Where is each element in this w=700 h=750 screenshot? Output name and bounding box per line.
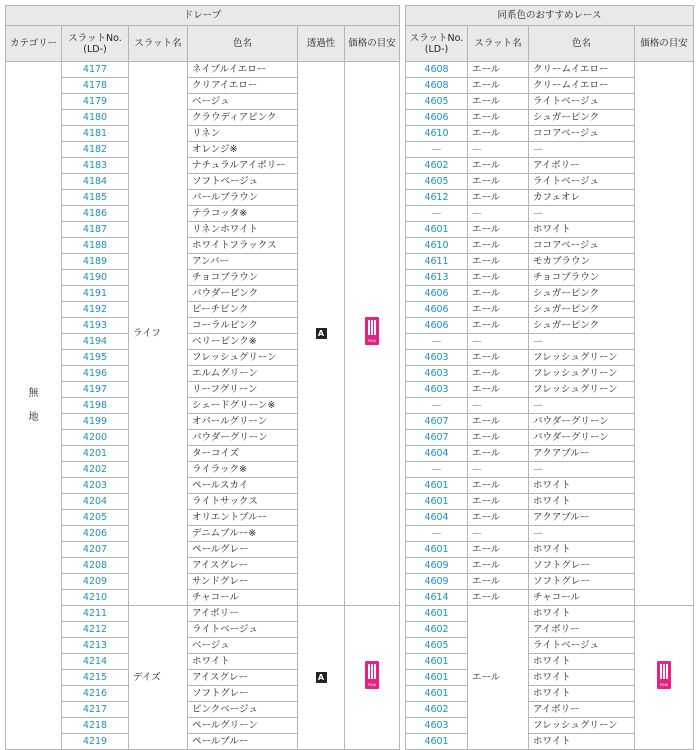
transparency-header: 透過性	[298, 26, 345, 62]
lace-slat-name: エール	[468, 478, 529, 494]
lace-slat-no-header-sub: (LD-)	[424, 43, 449, 55]
color-name: パウダーピンク	[188, 286, 298, 302]
lace-color-name: シュガーピンク	[529, 302, 635, 318]
lace-slat-name: エール	[468, 382, 529, 398]
lace-color-name: ソフトグレー	[529, 574, 635, 590]
lace-color-name: —	[529, 206, 635, 222]
lace-color-name: ホワイト	[529, 734, 635, 750]
slat-number: 4185	[62, 190, 129, 206]
color-name: リネンホワイト	[188, 222, 298, 238]
lace-color-name: アクアブルー	[529, 510, 635, 526]
slat-number: 4217	[62, 702, 129, 718]
lace-slat-number: —	[406, 142, 468, 158]
slat-number: 4177	[62, 62, 129, 78]
lace-slat-number: 4613	[406, 270, 468, 286]
category-label-1: 無	[28, 387, 39, 399]
lace-slat-name: エール	[468, 414, 529, 430]
lace-slat-number: 4606	[406, 318, 468, 334]
lace-slat-number: 4606	[406, 302, 468, 318]
color-name: ベージュ	[188, 638, 298, 654]
lace-color-name: ホワイト	[529, 222, 635, 238]
slat-number: 4188	[62, 238, 129, 254]
slat-number: 4216	[62, 686, 129, 702]
slat-number: 4187	[62, 222, 129, 238]
lace-slat-number: 4601	[406, 670, 468, 686]
lace-slat-number: 4603	[406, 718, 468, 734]
color-name: ピンクベージュ	[188, 702, 298, 718]
color-name: ソフトグレー	[188, 686, 298, 702]
lace-slat-number: 4605	[406, 638, 468, 654]
lace-slat-name: エール	[468, 318, 529, 334]
lace-color-name: ライトベージュ	[529, 638, 635, 654]
lace-slat-name: エール	[468, 558, 529, 574]
color-name: シェードグリーン※	[188, 398, 298, 414]
lace-color-name: —	[529, 526, 635, 542]
lace-slat-number: 4607	[406, 414, 468, 430]
color-name: エルムグリーン	[188, 366, 298, 382]
color-name: サンドグレー	[188, 574, 298, 590]
lace-color-name: ホワイト	[529, 686, 635, 702]
lace-slat-name: エール	[468, 590, 529, 606]
color-name: パウダーグリーン	[188, 430, 298, 446]
color-name: ライトサックス	[188, 494, 298, 510]
slat-number: 4200	[62, 430, 129, 446]
price-header: 価格の目安	[345, 26, 400, 62]
lace-slat-name-header: スラット名	[468, 26, 529, 62]
pink-price-tag-icon	[657, 661, 671, 689]
lace-slat-name: エール	[468, 302, 529, 318]
slat-number: 4210	[62, 590, 129, 606]
slat-number: 4191	[62, 286, 129, 302]
lace-color-name: クリームイエロー	[529, 62, 635, 78]
lace-slat-number: 4606	[406, 286, 468, 302]
slat-number: 4192	[62, 302, 129, 318]
slat-number: 4203	[62, 478, 129, 494]
lace-slat-number: 4603	[406, 350, 468, 366]
color-name: ペールグリーン	[188, 718, 298, 734]
color-name: フレッシュグリーン	[188, 350, 298, 366]
lace-color-name: モカブラウン	[529, 254, 635, 270]
lace-color-name-header: 色名	[529, 26, 635, 62]
lace-slat-number: 4611	[406, 254, 468, 270]
slat-number: 4193	[62, 318, 129, 334]
lace-slat-name: エール	[468, 254, 529, 270]
slat-number: 4184	[62, 174, 129, 190]
drape-group-header: ドレープ	[6, 6, 400, 26]
lace-slat-number: 4604	[406, 446, 468, 462]
lace-color-name: ライトベージュ	[529, 174, 635, 190]
lace-color-name: フレッシュグリーン	[529, 718, 635, 734]
color-name: コーラルピンク	[188, 318, 298, 334]
color-name: アイスグレー	[188, 558, 298, 574]
lace-price-cell	[635, 606, 694, 750]
slat-number: 4215	[62, 670, 129, 686]
slat-number: 4182	[62, 142, 129, 158]
lace-slat-number: 4602	[406, 702, 468, 718]
slat-number: 4181	[62, 126, 129, 142]
color-name: チャコール	[188, 590, 298, 606]
lace-color-name: ココアベージュ	[529, 126, 635, 142]
slat-number: 4212	[62, 622, 129, 638]
lace-slat-number: 4605	[406, 174, 468, 190]
lace-slat-number: 4603	[406, 366, 468, 382]
lace-slat-name: エール	[468, 238, 529, 254]
lace-color-name: シュガーピンク	[529, 318, 635, 334]
lace-slat-number: 4601	[406, 686, 468, 702]
lace-slat-number: 4601	[406, 494, 468, 510]
lace-color-name: ソフトグレー	[529, 558, 635, 574]
lace-slat-no-header	[406, 26, 468, 62]
slat-number: 4213	[62, 638, 129, 654]
lace-slat-number: 4601	[406, 654, 468, 670]
slat-number: 4198	[62, 398, 129, 414]
lace-color-name: パウダーグリーン	[529, 430, 635, 446]
transparency-badge: A	[316, 672, 327, 683]
slat-number: 4206	[62, 526, 129, 542]
lace-color-name: パウダーグリーン	[529, 414, 635, 430]
lace-color-name: アイボリー	[529, 158, 635, 174]
lace-color-name: ホワイト	[529, 478, 635, 494]
lace-slat-name-cell: エール	[468, 606, 529, 750]
color-name: リネン	[188, 126, 298, 142]
lace-slat-name: エール	[468, 366, 529, 382]
color-name: デニムブルー※	[188, 526, 298, 542]
lace-slat-number: 4603	[406, 382, 468, 398]
lace-slat-number: 4601	[406, 606, 468, 622]
slat-number: 4183	[62, 158, 129, 174]
lace-slat-name: —	[468, 462, 529, 478]
lace-slat-name: エール	[468, 78, 529, 94]
lace-color-name: ホワイト	[529, 542, 635, 558]
lace-slat-name: エール	[468, 110, 529, 126]
lace-color-name: チャコール	[529, 590, 635, 606]
color-name: ライトベージュ	[188, 622, 298, 638]
lace-slat-name: エール	[468, 222, 529, 238]
table-body	[6, 62, 694, 750]
slat-number: 4218	[62, 718, 129, 734]
lace-slat-name: エール	[468, 94, 529, 110]
price-tag-text: PINK	[367, 339, 377, 343]
slat-number: 4202	[62, 462, 129, 478]
lace-slat-number: 4609	[406, 574, 468, 590]
lace-slat-number: —	[406, 334, 468, 350]
lace-slat-no-header-label: スラットNo.	[409, 32, 464, 44]
lace-color-name: —	[529, 142, 635, 158]
lace-color-name: ライトベージュ	[529, 94, 635, 110]
color-name: チョコブラウン	[188, 270, 298, 286]
slat-number: 4196	[62, 366, 129, 382]
slat-number: 4199	[62, 414, 129, 430]
transparency-cell	[298, 62, 345, 606]
color-name: ネイブルイエロー	[188, 62, 298, 78]
color-name-header: 色名	[188, 26, 298, 62]
table-row	[6, 606, 694, 622]
lace-price-cell-empty	[635, 62, 694, 606]
lace-color-name: ホワイト	[529, 654, 635, 670]
price-cell	[345, 62, 400, 606]
lace-color-name: フレッシュグリーン	[529, 366, 635, 382]
slat-number: 4219	[62, 734, 129, 750]
lace-slat-number: 4605	[406, 94, 468, 110]
pink-price-tag-icon	[365, 661, 379, 689]
lace-slat-number: 4607	[406, 430, 468, 446]
price-tag-text: PINK	[659, 683, 669, 687]
lace-slat-name: エール	[468, 174, 529, 190]
lace-price-header: 価格の目安	[635, 26, 694, 62]
lace-slat-name: エール	[468, 542, 529, 558]
color-name: ベリーピンク※	[188, 334, 298, 350]
slat-number: 4208	[62, 558, 129, 574]
color-name: ピーチピンク	[188, 302, 298, 318]
color-name: オレンジ※	[188, 142, 298, 158]
lace-slat-name: —	[468, 206, 529, 222]
lace-slat-number: 4601	[406, 222, 468, 238]
lace-slat-name: エール	[468, 270, 529, 286]
color-name: オリエントブルー	[188, 510, 298, 526]
lace-slat-name: エール	[468, 158, 529, 174]
color-name: ホワイト	[188, 654, 298, 670]
slat-number: 4204	[62, 494, 129, 510]
category-header: カテゴリー	[6, 26, 62, 62]
color-name: パールブラウン	[188, 190, 298, 206]
pink-price-tag-icon	[365, 317, 379, 345]
lace-color-name: ホワイト	[529, 494, 635, 510]
lace-slat-name: エール	[468, 190, 529, 206]
lace-color-name: チョコブラウン	[529, 270, 635, 286]
slat-number: 4189	[62, 254, 129, 270]
lace-slat-number: 4604	[406, 510, 468, 526]
slat-number: 4214	[62, 654, 129, 670]
lace-slat-number: 4602	[406, 158, 468, 174]
lace-slat-number: 4609	[406, 558, 468, 574]
color-name: ペールブルー	[188, 734, 298, 750]
lace-color-name: シュガーピンク	[529, 286, 635, 302]
color-name: アイボリー	[188, 606, 298, 622]
color-name: ソフトベージュ	[188, 174, 298, 190]
lace-slat-number: 4610	[406, 238, 468, 254]
slat-number: 4209	[62, 574, 129, 590]
color-name: ペールスカイ	[188, 478, 298, 494]
lace-slat-number: —	[406, 462, 468, 478]
table-row	[6, 62, 694, 78]
lace-slat-number: 4608	[406, 78, 468, 94]
transparency-cell	[298, 606, 345, 750]
lace-slat-name: エール	[468, 62, 529, 78]
color-name: ターコイズ	[188, 446, 298, 462]
lace-slat-name: —	[468, 526, 529, 542]
slat-no-header-label: スラットNo.	[68, 32, 122, 44]
slat-number: 4195	[62, 350, 129, 366]
lace-slat-number: 4601	[406, 478, 468, 494]
lace-slat-name: —	[468, 142, 529, 158]
slat-number: 4178	[62, 78, 129, 94]
slat-number: 4211	[62, 606, 129, 622]
lace-slat-name: エール	[468, 446, 529, 462]
slat-no-header	[62, 26, 129, 62]
lace-color-name: シュガーピンク	[529, 110, 635, 126]
color-table	[5, 5, 694, 750]
lace-color-name: —	[529, 334, 635, 350]
slat-number: 4207	[62, 542, 129, 558]
lace-slat-name: エール	[468, 510, 529, 526]
slat-number: 4186	[62, 206, 129, 222]
lace-slat-name: —	[468, 398, 529, 414]
lace-slat-number: 4614	[406, 590, 468, 606]
slat-number: 4180	[62, 110, 129, 126]
lace-slat-number: 4601	[406, 542, 468, 558]
lace-slat-name: エール	[468, 350, 529, 366]
slat-number: 4194	[62, 334, 129, 350]
lace-color-name: フレッシュグリーン	[529, 382, 635, 398]
slat-name-cell: ライフ	[129, 62, 188, 606]
color-name: アイスグレー	[188, 670, 298, 686]
lace-slat-number: 4601	[406, 734, 468, 750]
slat-name-cell: デイズ	[129, 606, 188, 750]
lace-slat-name: エール	[468, 126, 529, 142]
lace-slat-number: —	[406, 398, 468, 414]
slat-no-header-sub: (LD-)	[83, 43, 107, 55]
price-tag-text: PINK	[367, 683, 377, 687]
lace-color-name: ホワイト	[529, 606, 635, 622]
slat-number: 4197	[62, 382, 129, 398]
lace-slat-number: 4608	[406, 62, 468, 78]
lace-color-name: フレッシュグリーン	[529, 350, 635, 366]
color-name: クラウディアピンク	[188, 110, 298, 126]
color-name: ベージュ	[188, 94, 298, 110]
lace-slat-number: 4610	[406, 126, 468, 142]
lace-slat-number: 4612	[406, 190, 468, 206]
lace-slat-number: 4606	[406, 110, 468, 126]
lace-color-name: アイボリー	[529, 702, 635, 718]
color-name: ライラック※	[188, 462, 298, 478]
lace-slat-number: —	[406, 526, 468, 542]
color-name: ナチュラルアイボリー	[188, 158, 298, 174]
lace-color-name: カフェオレ	[529, 190, 635, 206]
slat-number: 4190	[62, 270, 129, 286]
slat-name-header: スラット名	[129, 26, 188, 62]
lace-color-name: アイボリー	[529, 622, 635, 638]
slat-number: 4201	[62, 446, 129, 462]
lace-slat-name: エール	[468, 286, 529, 302]
slat-number: 4205	[62, 510, 129, 526]
color-name: ペールグレー	[188, 542, 298, 558]
category-cell	[6, 62, 62, 750]
color-table-container	[5, 5, 694, 750]
slat-number: 4179	[62, 94, 129, 110]
lace-color-name: —	[529, 462, 635, 478]
lace-slat-name: エール	[468, 494, 529, 510]
category-label-2: 地	[28, 411, 39, 423]
lace-slat-number: —	[406, 206, 468, 222]
lace-slat-name: エール	[468, 574, 529, 590]
lace-color-name: ホワイト	[529, 670, 635, 686]
lace-color-name: ココアベージュ	[529, 238, 635, 254]
color-name: リーフグリーン	[188, 382, 298, 398]
color-name: オパールグリーン	[188, 414, 298, 430]
price-cell	[345, 606, 400, 750]
lace-color-name: アクアブルー	[529, 446, 635, 462]
lace-slat-name: —	[468, 334, 529, 350]
color-name: アンバー	[188, 254, 298, 270]
color-name: クリアイエロー	[188, 78, 298, 94]
lace-color-name: —	[529, 398, 635, 414]
lace-slat-name: エール	[468, 430, 529, 446]
lace-slat-number: 4602	[406, 622, 468, 638]
lace-group-header: 同系色のおすすめレース	[406, 6, 694, 26]
color-name: ホワイトフラックス	[188, 238, 298, 254]
transparency-badge: A	[316, 328, 327, 339]
lace-color-name: クリームイエロー	[529, 78, 635, 94]
color-name: テラコッタ※	[188, 206, 298, 222]
